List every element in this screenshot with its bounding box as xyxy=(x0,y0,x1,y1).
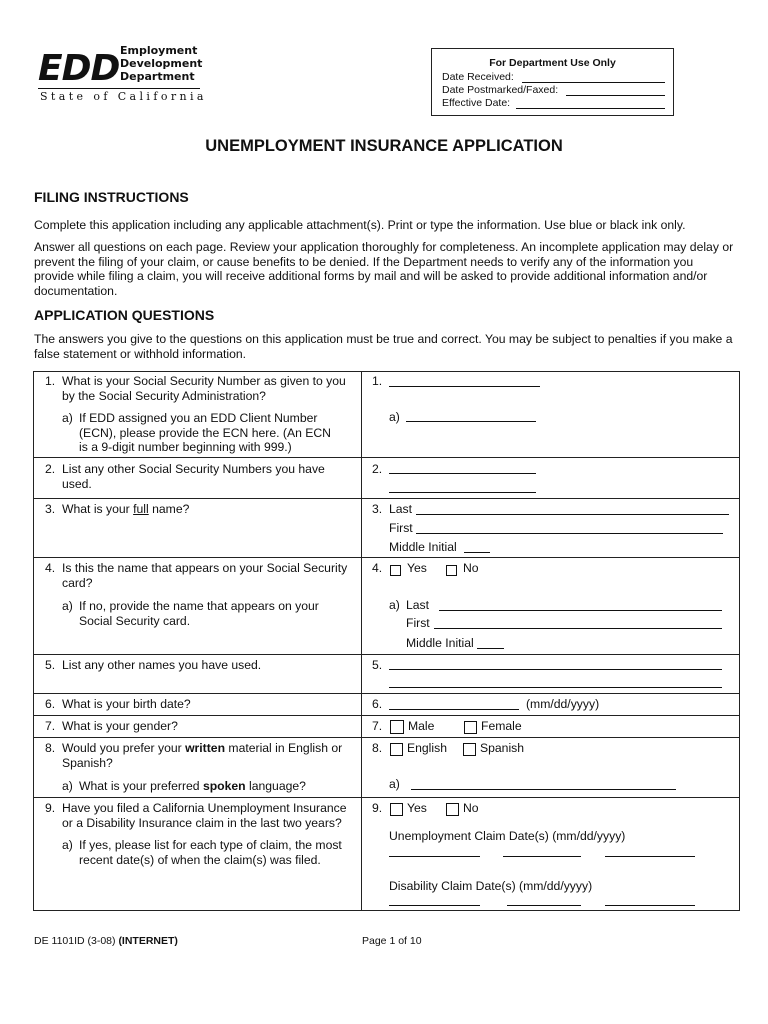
q4-text: Is this the name that appears on your Social Security card? xyxy=(62,561,348,590)
a3-number: 3. xyxy=(372,502,383,516)
di-claim-date-2[interactable] xyxy=(507,905,581,906)
male-checkbox[interactable] xyxy=(390,720,404,734)
middle-initial-field[interactable] xyxy=(464,552,490,553)
department-use-title: For Department Use Only xyxy=(489,57,616,69)
date-received-row: Date Received: xyxy=(442,71,673,84)
row-divider xyxy=(33,457,740,458)
page-title: UNEMPLOYMENT INSURANCE APPLICATION xyxy=(205,137,563,155)
q8-text: Would you prefer your written material in English or Spanish? xyxy=(62,741,343,770)
row-divider xyxy=(33,737,740,738)
row-divider xyxy=(33,654,740,655)
q4a-label: a) xyxy=(62,599,73,613)
row-divider xyxy=(33,797,740,798)
a5-number: 5. xyxy=(372,658,383,672)
other-names-field-1[interactable] xyxy=(389,669,722,670)
row-divider xyxy=(33,715,740,716)
q4-no-checkbox[interactable] xyxy=(446,565,457,576)
row-divider xyxy=(33,557,740,558)
q7-number: 7. xyxy=(45,719,56,733)
q9-text: Have you filed a California Unemployment Insurance or a Disability Insurance claim in the last two years? xyxy=(62,801,347,830)
ui-claim-date-3[interactable] xyxy=(605,856,695,857)
table-column-divider xyxy=(361,371,362,911)
middle-initial-label: Middle Initial xyxy=(389,540,457,554)
ssc-first-label: First xyxy=(406,616,430,630)
logo-state: State of California xyxy=(40,90,207,103)
q3-number: 3. xyxy=(45,502,56,516)
q1a-text: If EDD assigned you an EDD Client Number (ECN), please provide the ECN here. (An ECN is a 9-digit number beginning with 999.) xyxy=(79,411,331,455)
q4-yes-label: Yes xyxy=(407,561,427,575)
ssc-middle-label: Middle Initial xyxy=(406,636,474,650)
q7-text: What is your gender? xyxy=(62,719,178,733)
q1a-label: a) xyxy=(62,411,73,425)
department-use-box xyxy=(431,48,674,116)
ui-claim-date-1[interactable] xyxy=(389,856,480,857)
application-questions-intro: The answers you give to the questions on this application must be true and correct. You may be subject to penalties if you make a false statement or withhold information. xyxy=(34,332,733,361)
birth-date-format: (mm/dd/yyyy) xyxy=(526,697,600,711)
first-name-label: First xyxy=(389,521,413,535)
a8-number: 8. xyxy=(372,741,383,755)
q1-text: What is your Social Security Number as given to you by the Social Security Administration? xyxy=(62,374,346,403)
q8a-text: What is your preferred spoken language? xyxy=(79,779,306,793)
spanish-checkbox[interactable] xyxy=(463,743,476,756)
row-divider xyxy=(33,498,740,499)
logo-text: Employment Development Department xyxy=(120,44,203,83)
di-claim-date-1[interactable] xyxy=(389,905,480,906)
ssc-middle-field[interactable] xyxy=(477,648,504,649)
date-postmarked-row: Date Postmarked/Faxed: xyxy=(442,84,673,97)
q1-number: 1. xyxy=(45,374,56,388)
ssc-last-label: Last xyxy=(406,598,430,612)
filing-instructions-p2: Answer all questions on each page. Review your application thoroughly for completeness. An incomplete application may delay or prevent the filing of your claim, or cause benefits to be denied. If the Department needs to verify any of the information you provide while filing a claim, you will receive additional forms by mail and will be asked to provide additional information and/or documentation. xyxy=(34,240,734,298)
last-name-field[interactable] xyxy=(416,514,729,515)
effective-date-field[interactable] xyxy=(516,108,665,109)
q9-yes-label: Yes xyxy=(407,801,427,815)
female-checkbox[interactable] xyxy=(464,721,477,734)
q5-text: List any other names you have used. xyxy=(62,658,262,672)
other-names-field-2[interactable] xyxy=(389,687,722,688)
q5-number: 5. xyxy=(45,658,56,672)
a8a-label: a) xyxy=(389,777,400,791)
spanish-label: Spanish xyxy=(480,741,525,755)
female-label: Female xyxy=(481,719,522,733)
english-checkbox[interactable] xyxy=(390,743,403,756)
ssn-field[interactable] xyxy=(389,386,540,387)
ssc-last-field[interactable] xyxy=(439,610,722,611)
a9-number: 9. xyxy=(372,801,383,815)
date-received-field[interactable] xyxy=(522,82,665,83)
a7-number: 7. xyxy=(372,719,383,733)
q4-number: 4. xyxy=(45,561,56,575)
q2-number: 2. xyxy=(45,462,56,476)
spoken-language-field[interactable] xyxy=(411,789,676,790)
q4-no-label: No xyxy=(463,561,479,575)
q9-no-label: No xyxy=(463,801,479,815)
english-label: English xyxy=(407,741,447,755)
filing-instructions-p1: Complete this application including any applicable attachment(s). Print or type the information. Use blue or black ink only. xyxy=(34,218,686,232)
logo-mark: EDD xyxy=(38,48,120,89)
a1-number: 1. xyxy=(372,374,383,388)
q4a-text: If no, provide the name that appears on your Social Security card. xyxy=(79,599,319,628)
q9-no-checkbox[interactable] xyxy=(446,803,459,816)
other-ssn-field-2[interactable] xyxy=(389,492,536,493)
effective-date-row: Effective Date: xyxy=(442,97,673,110)
a2-number: 2. xyxy=(372,462,383,476)
birth-date-field[interactable] xyxy=(389,709,519,710)
ssc-first-field[interactable] xyxy=(434,628,722,629)
q9a-label: a) xyxy=(62,838,73,852)
form-id: DE 1101ID (3-08) (INTERNET) xyxy=(34,935,178,947)
ui-claim-dates-label: Unemployment Claim Date(s) (mm/dd/yyyy) xyxy=(389,829,626,843)
ecn-field[interactable] xyxy=(406,421,536,422)
filing-instructions-heading: FILING INSTRUCTIONS xyxy=(34,189,189,205)
last-name-label: Last xyxy=(389,502,413,516)
a4-number: 4. xyxy=(372,561,383,575)
male-label: Male xyxy=(408,719,435,733)
a6-number: 6. xyxy=(372,697,383,711)
q9-number: 9. xyxy=(45,801,56,815)
row-divider xyxy=(33,693,740,694)
q3-text: What is your full name? xyxy=(62,502,190,516)
di-claim-dates-label: Disability Claim Date(s) (mm/dd/yyyy) xyxy=(389,879,593,893)
application-questions-heading: APPLICATION QUESTIONS xyxy=(34,307,215,323)
q6-text: What is your birth date? xyxy=(62,697,191,711)
ui-claim-date-2[interactable] xyxy=(503,856,581,857)
q8a-label: a) xyxy=(62,779,73,793)
first-name-field[interactable] xyxy=(416,533,723,534)
page-number: Page 1 of 10 xyxy=(362,935,422,947)
a4a-label: a) xyxy=(389,598,400,612)
q9-yes-checkbox[interactable] xyxy=(390,803,403,816)
q9a-text: If yes, please list for each type of claim, the most recent date(s) of when the claim(s) was filed. xyxy=(79,838,342,867)
edd-logo xyxy=(38,44,208,104)
logo-rule xyxy=(38,88,200,89)
a1a-label: a) xyxy=(389,410,400,424)
di-claim-date-3[interactable] xyxy=(605,905,695,906)
q6-number: 6. xyxy=(45,697,56,711)
other-ssn-field-1[interactable] xyxy=(389,473,536,474)
q4-yes-checkbox[interactable] xyxy=(390,565,401,576)
q8-number: 8. xyxy=(45,741,56,755)
date-postmarked-field[interactable] xyxy=(566,95,665,96)
q2-text: List any other Social Security Numbers you have used. xyxy=(62,462,325,491)
